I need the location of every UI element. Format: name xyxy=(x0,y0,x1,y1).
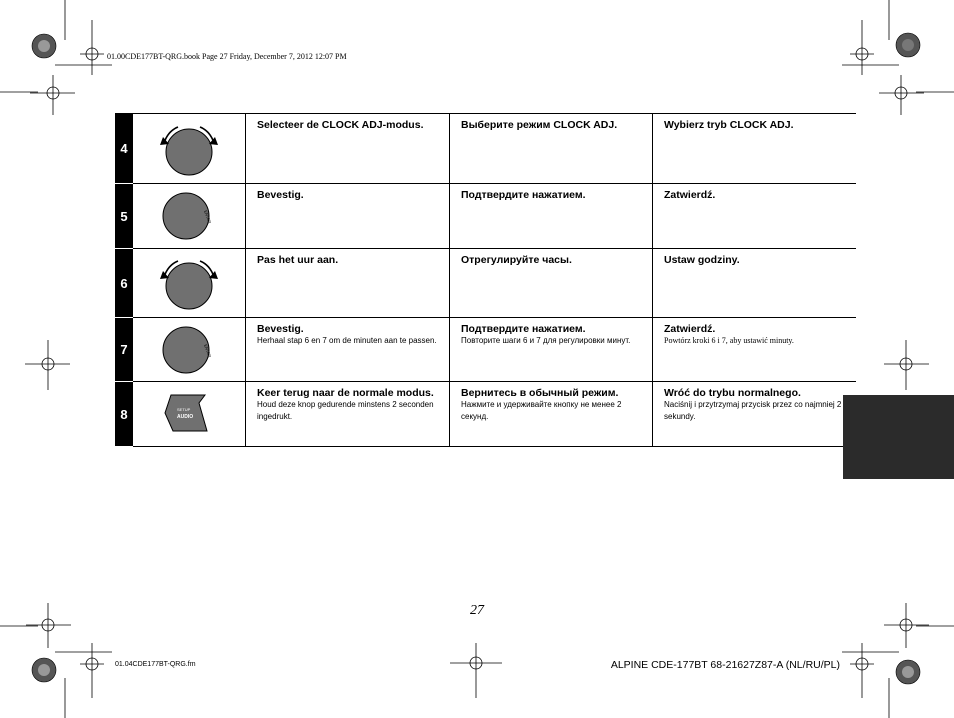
step-sub-text: Naciśnij i przytrzymaj przycisk przez co najmniej 2 sekundy. xyxy=(664,400,842,421)
step-main-text: Bevestig. xyxy=(257,189,304,201)
step-text-pl xyxy=(653,249,857,318)
step-sub-text: Houd deze knop gedurende minstens 2 seconden ingedrukt. xyxy=(257,400,434,421)
step-sub-text: Повторите шаги 6 и 7 для регулировки минут. xyxy=(461,336,631,345)
setup-label: SETUP xyxy=(177,407,191,412)
step-main-text: Zatwierdź. xyxy=(664,323,716,335)
rotary-knob-rotate-icon xyxy=(156,255,222,311)
step-main-text: Вернитесь в обычный режим. xyxy=(461,387,619,399)
step-main-text: Ustaw godziny. xyxy=(664,254,740,266)
step-sub-text: Herhaal stap 6 en 7 om de minuten aan te passen. xyxy=(257,336,437,345)
rotary-knob-press-icon xyxy=(156,191,222,241)
enter-label: ENTER xyxy=(203,209,213,225)
book-info-header: 01.00CDE177BT-QRG.book Page 27 Friday, December 7, 2012 12:07 PM xyxy=(107,52,347,61)
step-row xyxy=(115,114,856,184)
step-text-ru xyxy=(450,318,653,382)
step-number: 5 xyxy=(115,184,133,249)
step-text-ru xyxy=(450,184,653,249)
step-number: 6 xyxy=(115,249,133,318)
step-illustration xyxy=(133,382,246,447)
step-main-text: Wróć do trybu normalnego. xyxy=(664,387,801,399)
rotary-knob-rotate-icon xyxy=(156,121,222,177)
step-row xyxy=(115,184,856,249)
step-text-ru xyxy=(450,114,653,184)
step-sub-text: Нажмите и удерживайте кнопку не менее 2 секунд. xyxy=(461,400,622,421)
audio-label: AUDIO xyxy=(177,414,194,420)
step-illustration xyxy=(133,114,246,184)
step-text-pl xyxy=(653,382,857,447)
step-illustration xyxy=(133,249,246,318)
step-text-pl xyxy=(653,318,857,382)
step-row xyxy=(115,249,856,318)
footer-file-name: 01.04CDE177BT-QRG.fm xyxy=(115,661,196,668)
step-main-text: Zatwierdź. xyxy=(664,189,716,201)
step-main-text: Selecteer de CLOCK ADJ-modus. xyxy=(257,119,424,131)
step-main-text: Bevestig. xyxy=(257,323,304,335)
step-row xyxy=(115,318,856,382)
step-text-ru xyxy=(450,382,653,447)
step-illustration xyxy=(133,318,246,382)
enter-label: ENTER xyxy=(203,343,213,358)
step-main-text: Keer terug naar de normale modus. xyxy=(257,387,434,399)
step-main-text: Wybierz tryb CLOCK ADJ. xyxy=(664,119,794,131)
step-main-text: Подтвердите нажатием. xyxy=(461,323,586,335)
step-row xyxy=(115,382,856,447)
step-text-nl xyxy=(246,249,450,318)
step-text-nl xyxy=(246,318,450,382)
step-main-text: Подтвердите нажатием. xyxy=(461,189,586,201)
step-number: 8 xyxy=(115,382,133,447)
step-text-pl xyxy=(653,184,857,249)
step-text-pl xyxy=(653,114,857,184)
rotary-knob-press-icon xyxy=(156,325,222,375)
step-text-nl xyxy=(246,184,450,249)
step-illustration xyxy=(133,184,246,249)
step-number: 7 xyxy=(115,318,133,382)
step-text-nl xyxy=(246,114,450,184)
step-text-nl xyxy=(246,382,450,447)
step-text-ru xyxy=(450,249,653,318)
language-side-tab xyxy=(843,395,954,479)
audio-setup-button-icon xyxy=(159,391,219,437)
page-number: 27 xyxy=(470,603,484,618)
step-number: 4 xyxy=(115,114,133,184)
step-main-text: Отрегулируйте часы. xyxy=(461,254,572,266)
footer-model-info: ALPINE CDE-177BT 68-21627Z87-A (NL/RU/PL) xyxy=(610,659,840,671)
step-sub-text: Powtórz kroki 6 i 7, aby ustawić minuty. xyxy=(664,336,794,345)
step-main-text: Pas het uur aan. xyxy=(257,254,339,266)
instruction-table xyxy=(115,113,856,447)
step-main-text: Выберите режим CLOCK ADJ. xyxy=(461,119,618,131)
